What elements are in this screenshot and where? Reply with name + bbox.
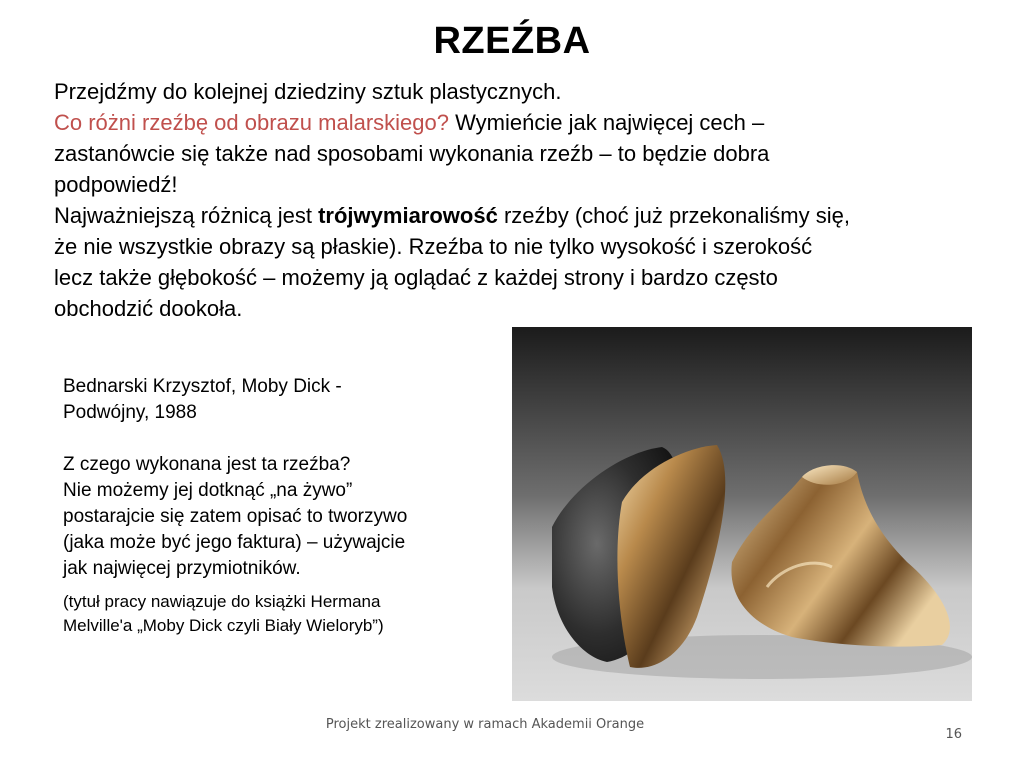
- page-number: 16: [945, 727, 962, 742]
- intro-line-5-end: rzeźby (choć już przekonaliśmy się,: [497, 203, 850, 228]
- footer-text: Projekt zrealizowany w ramach Akademii Orange: [325, 717, 645, 732]
- intro-line-2: [54, 107, 994, 138]
- caption-question-5: jak najwięcej przymiotników.: [63, 558, 301, 579]
- intro-line-2-rest: Wymieńcie jak najwięcej cech –: [448, 110, 765, 135]
- intro-line-3: zastanówcie się także nad sposobami wykonania rzeźb – to będzie dobra: [54, 141, 770, 166]
- caption-gap: [63, 426, 483, 452]
- caption-note-2: Melville'a „Moby Dick czyli Biały Wieloryb”): [63, 616, 384, 635]
- intro-line-8: obchodzić dookoła.: [54, 296, 243, 321]
- slide-title: RZEŹBA: [433, 20, 591, 62]
- sculpture-caption: [63, 374, 483, 638]
- intro-line-4: podpowiedź!: [54, 172, 178, 197]
- intro-line-7: lecz także głębokość – możemy ją oglądać z każdej strony i bardzo często: [54, 265, 778, 290]
- intro-text: [54, 76, 994, 324]
- caption-note: [63, 590, 483, 638]
- caption-question-2: Nie możemy jej dotknąć „na żywo”: [63, 480, 353, 501]
- caption-line-1: Bednarski Krzysztof, Moby Dick -: [63, 376, 342, 397]
- sculpture-photo: [512, 327, 972, 701]
- caption-question-1: Z czego wykonana jest ta rzeźba?: [63, 454, 351, 475]
- caption-question-3: postarajcie się zatem opisać to tworzywo: [63, 506, 408, 527]
- intro-question: Co różni rzeźbę od obrazu malarskiego?: [54, 110, 449, 135]
- intro-line-6: że nie wszystkie obrazy są płaskie). Rzeźba to nie tylko wysokość i szerokość: [54, 234, 813, 259]
- intro-line-5: [54, 200, 994, 231]
- intro-keyword: trójwymiarowość: [318, 203, 498, 228]
- caption-note-1: (tytuł pracy nawiązuje do książki Hermana: [63, 592, 381, 611]
- intro-line-5-start: Najważniejszą różnicą jest: [54, 203, 319, 228]
- caption-question-4: (jaka może być jego faktura) – używajcie: [63, 532, 406, 553]
- caption-line-2: Podwójny, 1988: [63, 402, 197, 423]
- intro-line-1: Przejdźmy do kolejnej dziedziny sztuk plastycznych.: [54, 79, 562, 104]
